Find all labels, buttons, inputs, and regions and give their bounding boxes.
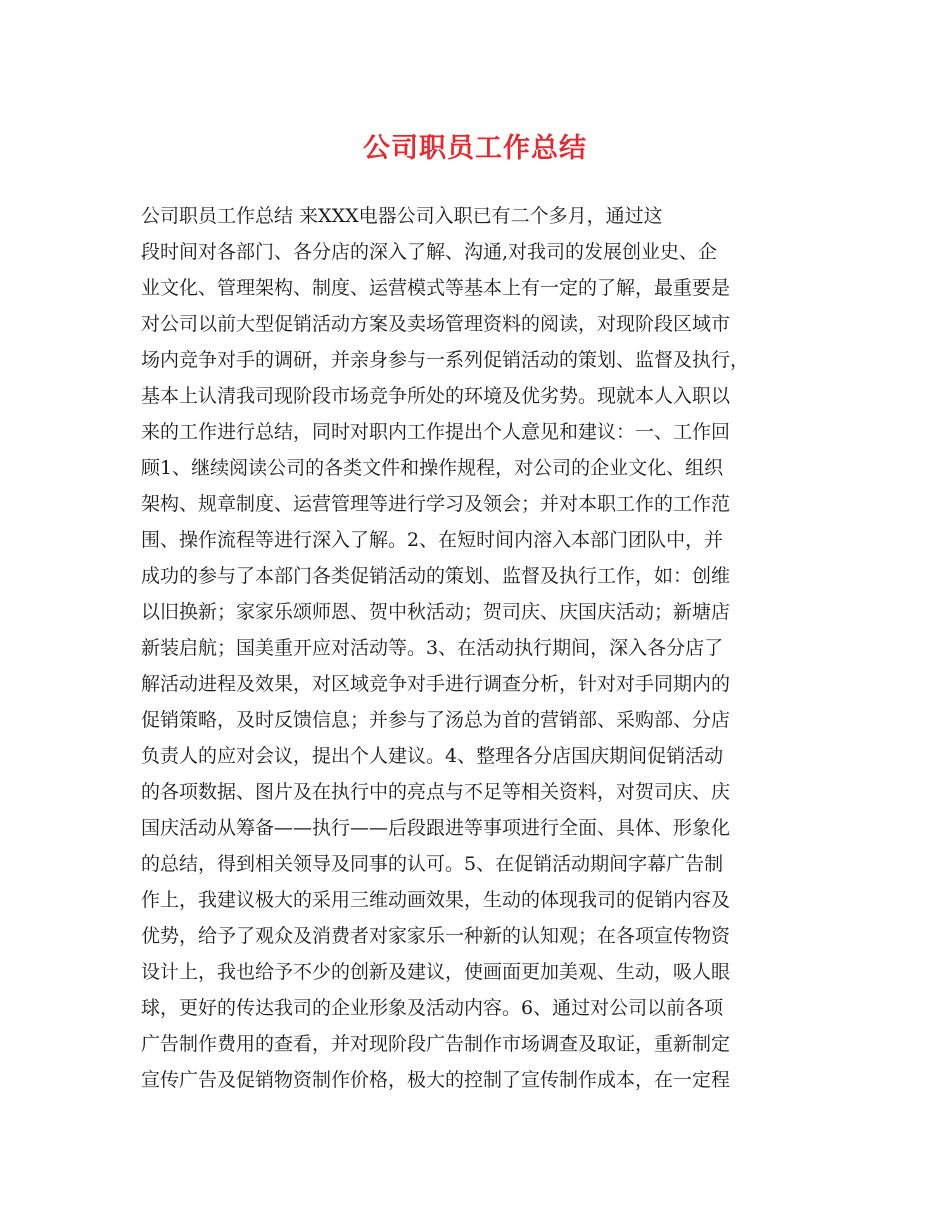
body-text-line: 的总结，得到相关领导及同事的认可。5、在促销活动期间字幕广告制: [141, 853, 724, 875]
body-text-line: 新装启航；国美重开应对活动等。3、在活动执行期间，深入各分店了: [141, 637, 724, 659]
body-text-line: 以旧换新；家家乐颂师恩、贺中秋活动；贺司庆、庆国庆活动；新塘店: [141, 601, 731, 623]
body-text-line: 围、操作流程等进行深入了解。2、在短时间内溶入本部门团队中，并: [141, 529, 724, 551]
body-text-line: 的各项数据、图片及在执行中的亮点与不足等相关资料，对贺司庆、庆: [141, 781, 731, 803]
body-text-line: 促销策略，及时反馈信息；并参与了汤总为首的营销部、采购部、分店: [141, 709, 731, 731]
body-text-line: 场内竞争对手的调研，并亲身参与一系列促销活动的策划、监督及执行，: [141, 349, 750, 371]
body-text-line: 业文化、管理架构、制度、运营模式等基本上有一定的了解，最重要是: [141, 277, 731, 299]
body-text-line: 基本上认清我司现阶段市场竞争所处的环境及优劣势。现就本人入职以: [141, 385, 731, 407]
body-text-line: 架构、规章制度、运营管理等进行学习及领会；并对本职工作的工作范: [141, 493, 731, 515]
body-text-line: 来的工作进行总结，同时对职内工作提出个人意见和建议：一、工作回: [141, 421, 731, 443]
document-title: 公司职员工作总结: [363, 133, 587, 164]
body-text-line: 作上，我建议极大的采用三维动画效果，生动的体现我司的促销内容及: [141, 889, 731, 911]
body-text-line: 设计上，我也给予不少的创新及建议，使画面更加美观、生动，吸人眼: [141, 961, 731, 983]
body-text-line: 球，更好的传达我司的企业形象及活动内容。6、通过对公司以前各项: [141, 997, 724, 1019]
body-text-line: 成功的参与了本部门各类促销活动的策划、监督及执行工作，如：创维: [141, 565, 731, 587]
body-text-line: 解活动进程及效果，对区域竞争对手进行调查分析，针对对手同期内的: [141, 673, 731, 695]
body-text-line: 优势，给予了观众及消费者对家家乐一种新的认知观；在各项宣传物资: [141, 925, 731, 947]
document-body: [141, 198, 821, 1098]
body-text-line: 广告制作费用的查看，并对现阶段广告制作市场调查及取证，重新制定: [141, 1033, 731, 1055]
body-text-line: 负责人的应对会议，提出个人建议。4、整理各分店国庆期间促销活动: [141, 745, 724, 767]
body-text-line: 国庆活动从筹备——执行——后段跟进等事项进行全面、具体、形象化: [141, 817, 731, 839]
body-text-line: 公司职员工作总结 来XXX电器公司入职已有二个多月，通过这: [141, 205, 663, 227]
body-text-line: 宣传广告及促销物资制作价格，极大的控制了宣传制作成本，在一定程: [141, 1069, 731, 1091]
body-text-line: 段时间对各部门、各分店的深入了解、沟通,对我司的发展创业史、企: [141, 241, 718, 263]
body-text-line: 顾1、继续阅读公司的各类文件和操作规程，对公司的企业文化、组织: [141, 457, 724, 479]
body-text-line: 对公司以前大型促销活动方案及卖场管理资料的阅读，对现阶段区域市: [141, 313, 731, 335]
